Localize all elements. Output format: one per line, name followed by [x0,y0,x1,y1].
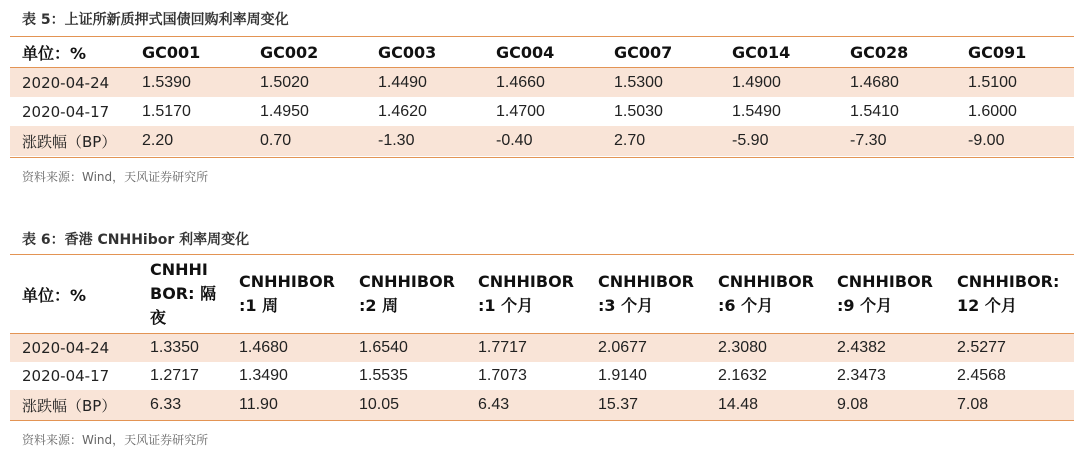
table5-header-row [10,37,1074,67]
table-cell: 1.5030 [614,102,663,120]
table-cell: 2.3473 [837,367,886,384]
table5-source-note: 资料来源：Wind，天风证券研究所 [22,170,209,184]
table-cell: 2.4568 [957,367,1006,384]
table-cell: 1.5490 [732,102,781,120]
table-row [10,334,1074,362]
table5-header-gc004: GC004 [496,42,555,62]
table6-header-unit: 单位：% [22,285,87,305]
row-label: 2020-04-17 [22,367,110,385]
table-row [10,390,1074,420]
table6-header-row [10,255,1074,333]
table6-header-overnight: CNHHI BOR: 隔 夜 [150,260,217,327]
table6-header-9m: CNHHIBOR :9 个月 [837,272,933,315]
table-row [10,97,1074,126]
table-cell: 2.1632 [718,367,767,384]
table-cell: 2.3080 [718,339,767,356]
table-cell: 14.48 [718,396,759,413]
table6-bottom-rule [10,420,1074,421]
table-cell: 1.7073 [478,367,527,384]
table5-caption: 表 5：上证所新质押式国债回购利率周变化 [22,12,289,28]
table-cell: 1.5100 [968,73,1017,91]
table5-bottom-rule [10,157,1074,158]
table-cell: 2.4382 [837,339,886,356]
table-cell: -9.00 [968,132,1005,149]
table-cell: 11.90 [239,396,278,413]
table-cell: 1.6540 [359,339,408,356]
table-cell: 1.3490 [239,367,288,384]
table-cell: 1.4950 [260,102,309,120]
row-label: 涨跌幅（BP） [22,396,117,415]
table-cell: -1.30 [378,132,415,149]
table-cell: 10.05 [359,396,400,413]
table-cell: 1.5020 [260,73,309,91]
table-cell: 1.4680 [239,339,288,356]
table-cell: -5.90 [732,132,769,149]
table-cell: 1.4900 [732,73,781,91]
table6-header-1w: CNHHIBOR :1 周 [239,272,335,315]
table-cell: 2.0677 [598,339,647,356]
table6-header-2w: CNHHIBOR :2 周 [359,272,455,315]
table-cell: 2.20 [142,132,174,149]
table6-header-3m: CNHHIBOR :3 个月 [598,272,694,315]
table-cell: -7.30 [850,132,887,149]
table-row [10,362,1074,390]
table6-source-note: 资料来源：Wind，天风证券研究所 [22,433,209,447]
table-cell: 1.5170 [142,102,191,120]
table5-header-gc014: GC014 [732,42,791,62]
table-cell: 6.43 [478,396,510,413]
table-cell: 9.08 [837,396,869,413]
row-label: 2020-04-24 [22,339,110,357]
table6-header-1m: CNHHIBOR :1 个月 [478,272,574,315]
table5-header-gc091: GC091 [968,42,1027,62]
table-cell: 2.5277 [957,339,1006,356]
table6-caption: 表 6：香港 CNHHibor 利率周变化 [22,232,250,248]
table-cell: 1.7717 [478,339,527,356]
row-label: 涨跌幅（BP） [22,132,117,151]
table-cell: 1.6000 [968,102,1017,120]
table-cell: 1.5390 [142,73,191,91]
table5-header-gc003: GC003 [378,42,437,62]
table-cell: 15.37 [598,396,639,413]
table-cell: 7.08 [957,396,989,413]
table5-header-unit: 单位：% [22,43,87,63]
table-cell: 1.5300 [614,73,663,91]
table5-header-gc028: GC028 [850,42,909,62]
table5-header-gc007: GC007 [614,42,673,62]
table-cell: 2.70 [614,132,646,149]
table-cell: 1.4620 [378,102,427,120]
table-cell: 0.70 [260,132,292,149]
table-cell: 1.4660 [496,73,545,91]
table-cell: 1.3350 [150,339,199,356]
table-cell: 1.9140 [598,367,647,384]
table-cell: 1.4700 [496,102,545,120]
row-label: 2020-04-24 [22,73,110,92]
table5-header-gc002: GC002 [260,42,319,62]
table6-header-12m: CNHHIBOR: 12 个月 [957,272,1060,315]
table-cell: 1.5410 [850,102,899,120]
table-cell: 1.4680 [850,73,899,91]
table-cell: 1.5535 [359,367,408,384]
table6-header-6m: CNHHIBOR :6 个月 [718,272,814,315]
row-label: 2020-04-17 [22,102,110,121]
table-cell: 1.2717 [150,367,199,384]
table-row [10,68,1074,97]
table-cell: 6.33 [150,396,182,413]
table5-header-gc001: GC001 [142,42,201,62]
table-cell: -0.40 [496,132,533,149]
table-cell: 1.4490 [378,73,427,91]
table-row [10,126,1074,156]
